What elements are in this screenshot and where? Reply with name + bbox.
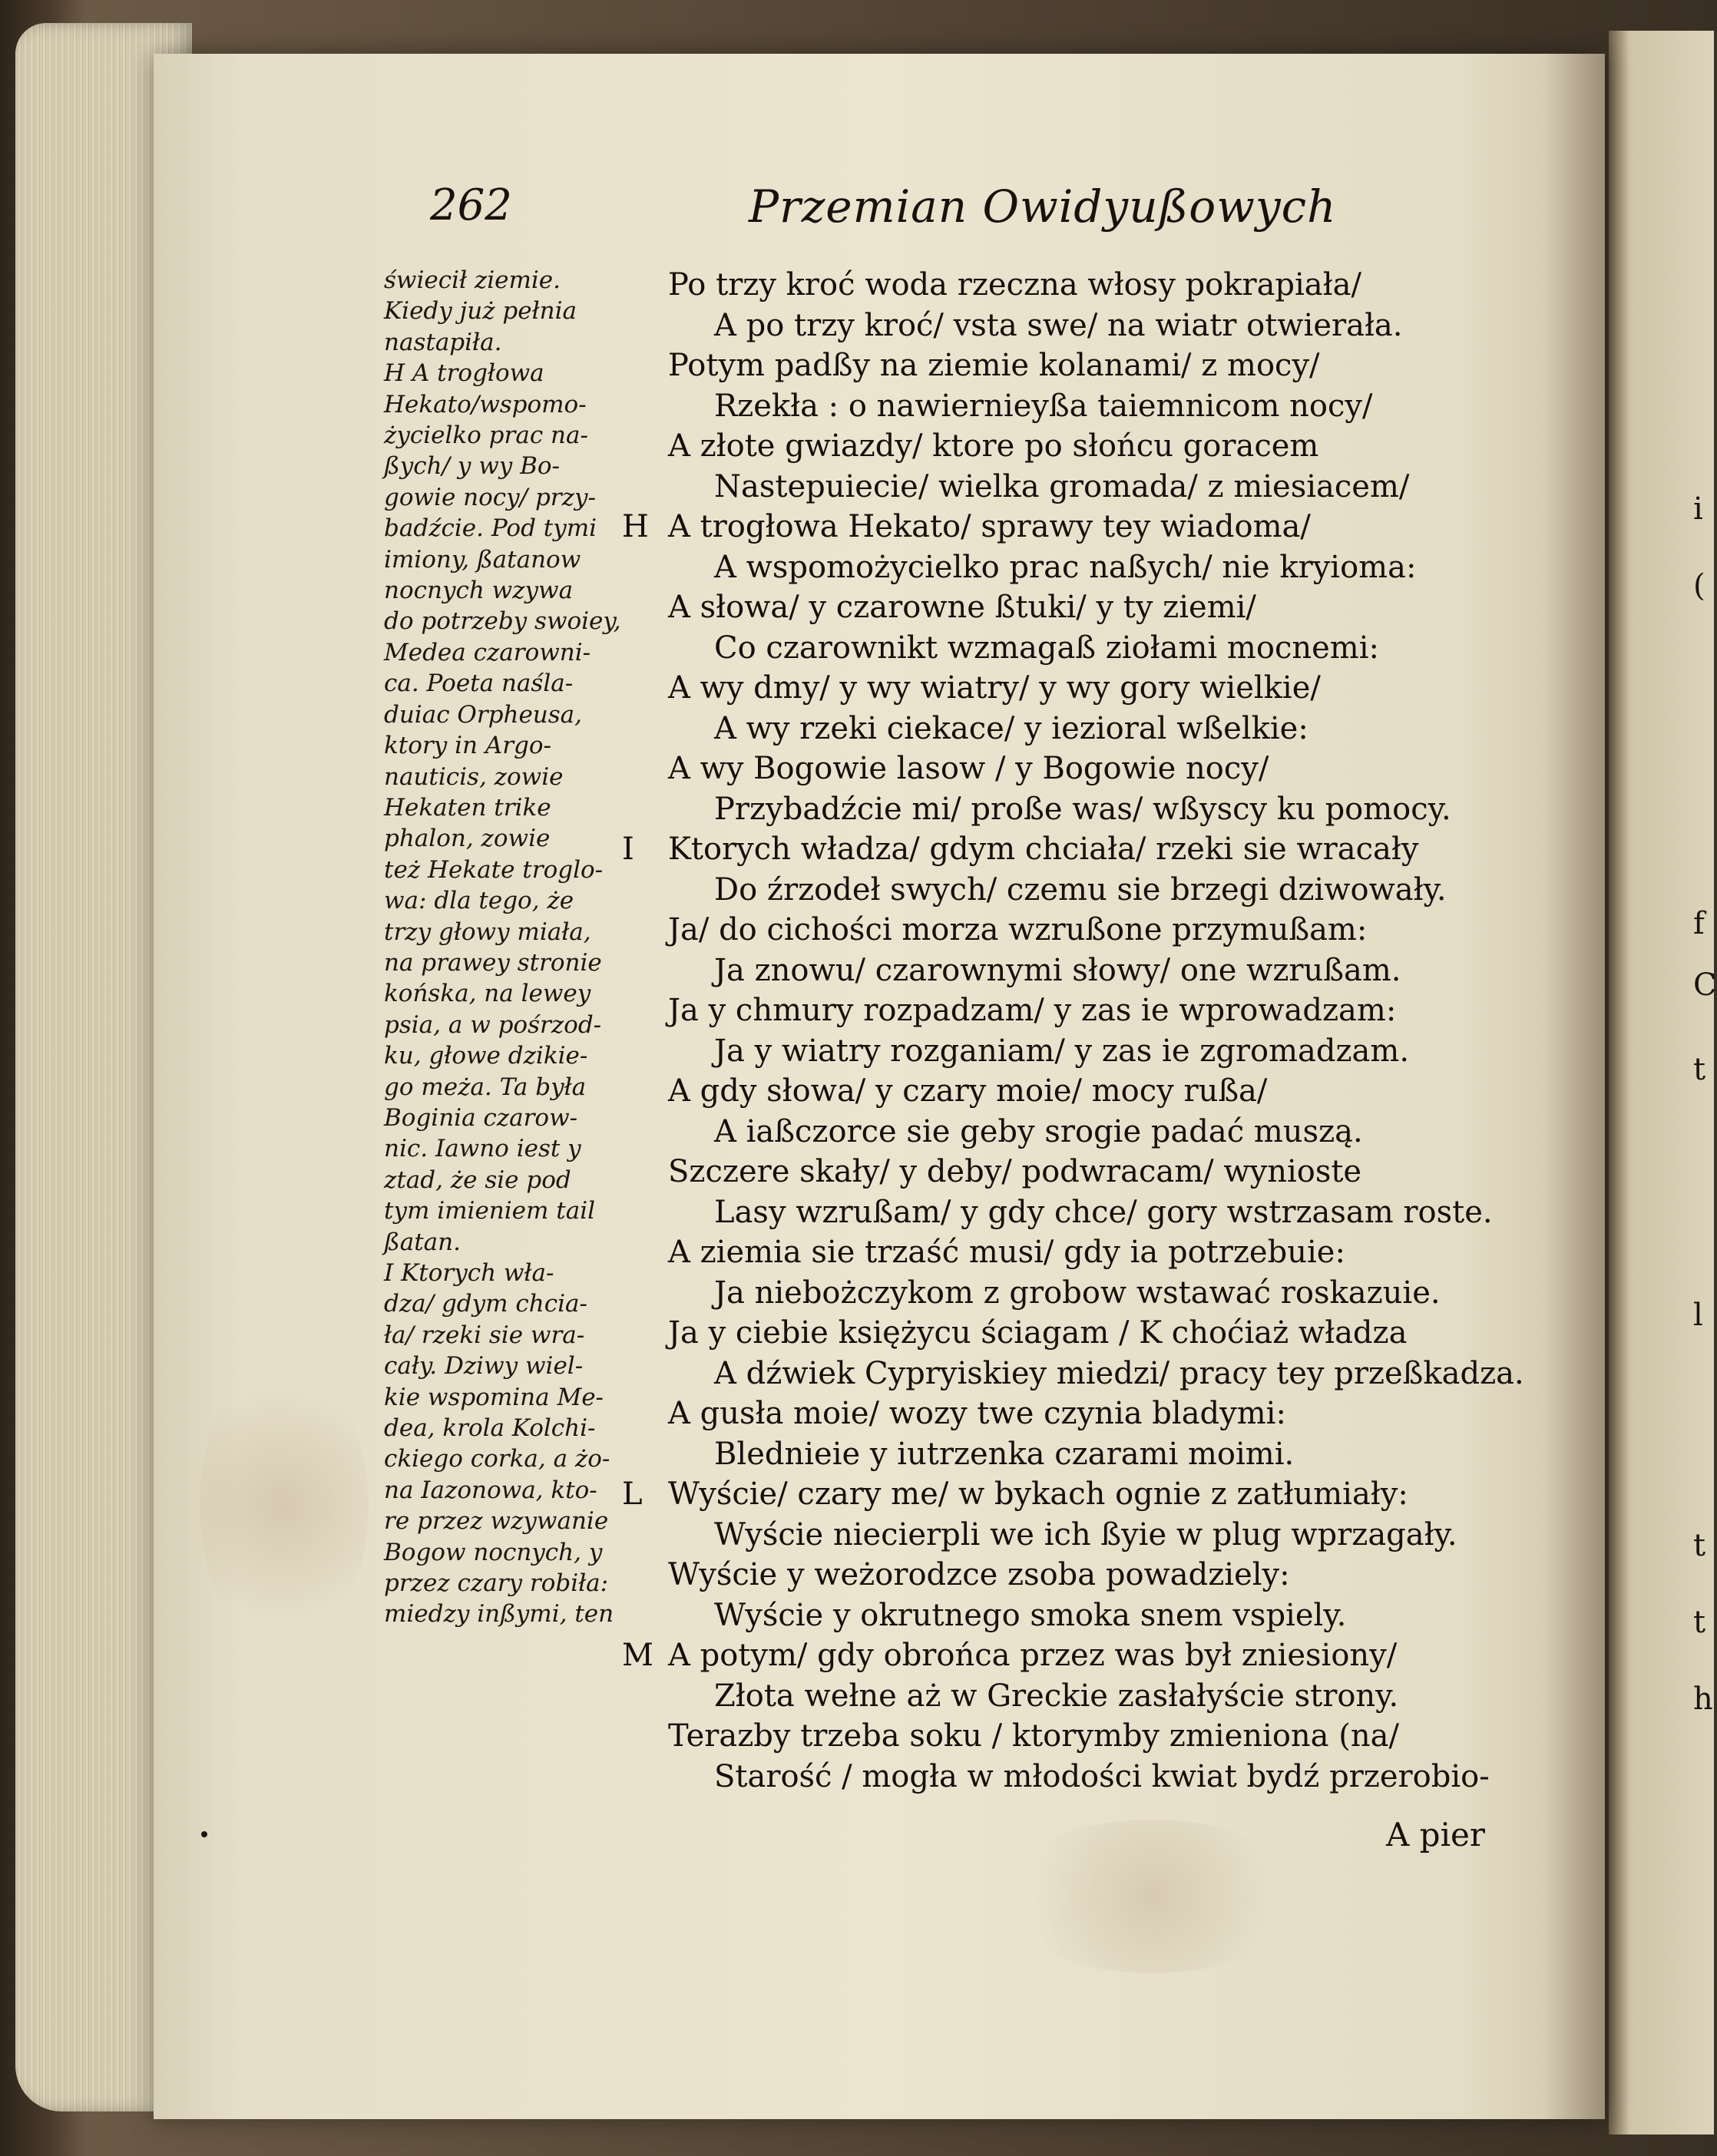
margin-note-line: ku, głowe dzikie- (384, 1042, 588, 1070)
verse-line (622, 1596, 1528, 1636)
verse-text: Ktorych władza/ gdym chciała/ rzeki sie wracały (668, 832, 1419, 867)
verse-line (622, 749, 1528, 789)
verse-text: A iaßczorce sie geby srogie padać muszą. (714, 1113, 1363, 1149)
verse-text: Szczere skały/ y deby/ podwracam/ wynioste (668, 1154, 1362, 1189)
margin-note-line: świecił ziemie. (384, 266, 561, 294)
margin-note-line: psia, a w pośrzod- (384, 1010, 602, 1039)
margin-note-line: trzy głowy miała, (384, 918, 591, 946)
verse-line (622, 587, 1528, 628)
verse-line (622, 628, 1528, 669)
facing-page-sliver (1609, 31, 1717, 2135)
verse-line (622, 1192, 1528, 1233)
facing-page-glyph: t (1693, 1052, 1706, 1087)
margin-note-line: dea, krola Kolchi- (384, 1414, 596, 1443)
margin-note-line: ßatan. (384, 1228, 461, 1256)
margin-note-line: Hekato/wspomo- (384, 390, 587, 418)
verse-text: A złote gwiazdy/ ktore po słońcu goracem (668, 428, 1319, 464)
verse-line (622, 870, 1528, 911)
margin-note-line: nauticis, zowie (384, 762, 564, 791)
margin-note-line: tym imieniem tail (384, 1197, 596, 1225)
margin-note-line: wa: dla tego, że (384, 887, 574, 915)
verse-text: A po trzy kroć/ vsta swe/ na wiatr otwierała. (714, 307, 1403, 343)
facing-page-glyph: t (1693, 1528, 1706, 1563)
margin-note-line: phalon, zowie (384, 825, 551, 853)
verse-text: A wy Bogowie lasow / y Bogowie nocy/ (668, 751, 1269, 786)
verse-line (622, 1474, 1528, 1515)
verse-text: Wyście/ czary me/ w bykach ognie z zatłumiały: (668, 1476, 1408, 1512)
verse-text: A wy dmy/ y wy wiatry/ y wy gory wielkie/ (668, 670, 1321, 706)
facing-page-glyph: i (1693, 491, 1703, 527)
catchword: A pier (1386, 1816, 1485, 1853)
verse-line (622, 426, 1528, 467)
verse-line (622, 547, 1528, 588)
verse-line (622, 1434, 1528, 1475)
margin-note-line: imiony, ßatanow (384, 545, 581, 574)
page-number: 262 (430, 180, 512, 230)
verse-line (622, 265, 1528, 306)
verse-text: Przybadźcie mi/ proße was/ wßyscy ku pomocy. (714, 791, 1451, 827)
note-reference-marker: L (622, 1476, 643, 1512)
margin-note-line: życielko prac na- (384, 422, 588, 450)
verse-text: A gusła moie/ wozy twe czynia bladymi: (668, 1396, 1286, 1431)
margin-note-line: ca. Poeta naśla- (384, 670, 574, 698)
verse-text: Do źrzodeł swych/ czemu sie brzegi dziwowały. (714, 871, 1447, 908)
margin-note-line: duiac Orpheusa, (384, 700, 583, 729)
note-reference-marker: I (622, 832, 634, 867)
verse-line (622, 910, 1528, 951)
verse-text: A gdy słowa/ y czary moie/ mocy rußa/ (668, 1073, 1268, 1109)
verse-text: A ziemia sie trzaść musi/ gdy ia potrzebuie: (668, 1235, 1345, 1270)
margin-note-line: też Hekate troglo- (384, 855, 604, 884)
facing-page-glyph: t (1693, 1605, 1706, 1640)
marginal-notes (384, 265, 621, 1630)
verse-text: Wyście y weżorodzce zsoba powadziely: (668, 1557, 1290, 1592)
margin-note-line: badźcie. Pod tymi (384, 514, 597, 543)
paper-stain (998, 1820, 1305, 1973)
verse-text: Blednieie y iutrzenka czarami moimi. (714, 1436, 1295, 1472)
verse-text: Nastepuiecie/ wielka gromada/ z miesiacem/ (714, 468, 1410, 504)
verse-text: A trogłowa Hekato/ sprawy tey wiadoma/ (668, 509, 1311, 544)
ink-speck (201, 1831, 207, 1837)
verse-line (622, 507, 1528, 547)
verse-line (622, 668, 1528, 709)
verse-text: Starość / mogła w młodości kwiat bydź przerobio- (714, 1758, 1490, 1794)
verse-text: Ja y ciebie księżycu ściagam / K choćiaż władza (668, 1315, 1408, 1351)
facing-page-glyph: ( (1693, 568, 1705, 603)
verse-line (622, 829, 1528, 870)
verse-line (622, 1354, 1528, 1394)
margin-note-line: ztad, że sie pod (384, 1166, 571, 1194)
verse-line (622, 951, 1528, 991)
margin-note-line: ckiego corka, a żo- (384, 1445, 610, 1473)
verse-text: Ja y wiatry rozganiam/ y zas ie zgromadzam. (714, 1033, 1410, 1069)
verse-line (622, 346, 1528, 386)
verse-line (622, 990, 1528, 1031)
verse-line (622, 1313, 1528, 1354)
running-title: Przemian Owidyußowych (749, 180, 1337, 233)
margin-note-line: ła/ rzeki sie wra- (384, 1321, 585, 1349)
verse-text: Po trzy kroć woda rzeczna włosy pokrapiała/ (668, 267, 1361, 303)
margin-note-line: nastapiła. (384, 328, 502, 356)
page-gutter-shadow (1543, 54, 1605, 2119)
verse-column (622, 265, 1528, 1797)
verse-text: Wyście niecierpli we ich ßyie w plug wprzagały. (714, 1516, 1457, 1553)
verse-line (622, 1555, 1528, 1596)
facing-page-glyph: l (1693, 1298, 1703, 1333)
verse-text: Złota wełne aż w Greckie zasłałyście strony. (714, 1678, 1399, 1714)
margin-note-line: na prawey stronie (384, 948, 602, 977)
verse-text: Rzekła : o nawiernieyßa taiemnicom nocy/ (714, 388, 1373, 424)
verse-line (622, 467, 1528, 508)
margin-note-line: na Iazonowa, kto- (384, 1476, 597, 1504)
verse-text: Potym padßy na ziemie kolanami/ z mocy/ (668, 348, 1320, 383)
verse-line (622, 1515, 1528, 1556)
margin-note-line: dza/ gdym chcia- (384, 1290, 587, 1318)
margin-note-line: H A trogłowa (384, 359, 544, 388)
verse-line (622, 386, 1528, 427)
verse-line (622, 1152, 1528, 1192)
verse-text: Ja niebożczykom z grobow wstawać roskazuie. (714, 1275, 1441, 1311)
verse-line (622, 1676, 1528, 1717)
margin-note-line: kie wspomina Me- (384, 1383, 604, 1411)
verse-text: Co czarownikt wzmagaß ziołami mocnemi: (714, 630, 1379, 666)
note-reference-marker: M (622, 1638, 653, 1673)
verse-line (622, 306, 1528, 346)
verse-line (622, 1635, 1528, 1676)
verse-text: Wyście y okrutnego smoka snem vspiely. (714, 1597, 1347, 1633)
facing-page-glyph: h (1693, 1681, 1713, 1717)
verse-text: A potym/ gdy obrońca przez was był zniesiony/ (668, 1638, 1398, 1673)
margin-note-line: ßych/ y wy Bo- (384, 452, 561, 481)
verse-line (622, 789, 1528, 830)
margin-note-line: ktory in Argo- (384, 732, 552, 760)
verse-line (622, 1273, 1528, 1314)
verse-text: A wy rzeki ciekace/ y iezioral wßelkie: (714, 710, 1308, 746)
verse-text: Ja znowu/ czarownymi słowy/ one wzrußam. (714, 952, 1401, 988)
margin-note-line: Kiedy już pełnia (384, 297, 577, 326)
verse-text: A wspomożycielko prac naßych/ nie kryioma: (714, 549, 1417, 585)
margin-note-line: Medea czarowni- (384, 638, 591, 666)
verse-text: Ja/ do cichości morza wzrußone przymußam: (668, 912, 1368, 947)
margin-note-line: przez czary robiła: (384, 1569, 609, 1598)
margin-note-line: go meża. Ta była (384, 1073, 587, 1101)
facing-page-glyph: C (1693, 967, 1717, 1003)
margin-note-line: Hekaten trike (384, 793, 551, 822)
verse-line (622, 1394, 1528, 1434)
verse-line (622, 709, 1528, 749)
margin-note-line: gowie nocy/ przy- (384, 483, 596, 511)
verse-text: A słowa/ y czarowne ßtuki/ y ty ziemi/ (668, 590, 1256, 625)
verse-text: A dźwiek Cypryiskiey miedzi/ pracy tey przeßkadza. (714, 1355, 1524, 1391)
margin-note-line: cały. Dziwy wiel- (384, 1352, 584, 1381)
margin-note-line: Boginia czarow- (384, 1103, 578, 1132)
margin-note-line: nic. Iawno iest y (384, 1135, 581, 1163)
margin-note-line: miedzy inßymi, ten (384, 1600, 614, 1629)
verse-line (622, 1031, 1528, 1072)
note-reference-marker: H (622, 509, 649, 544)
verse-line (622, 1757, 1528, 1797)
margin-note-line: do potrzeby swoiey, (384, 607, 621, 636)
verse-line (622, 1232, 1528, 1273)
paper-stain (200, 1359, 369, 1651)
verse-line (622, 1716, 1528, 1757)
verse-text: Terazby trzeba soku / ktorymby zmieniona (na/ (668, 1718, 1399, 1754)
margin-note-line: re przez wzywanie (384, 1507, 609, 1536)
margin-note-line: nocnych wzywa (384, 577, 574, 605)
verse-line (622, 1112, 1528, 1152)
verse-text: Ja y chmury rozpadzam/ y zas ie wprowadzam: (668, 993, 1397, 1028)
verse-text: Lasy wzrußam/ y gdy chce/ gory wstrzasam roste. (714, 1194, 1493, 1230)
facing-page-glyph: f (1693, 906, 1705, 941)
margin-note-line: I Ktorych wła- (384, 1259, 554, 1287)
verse-line (622, 1071, 1528, 1112)
margin-note-line: końska, na lewey (384, 980, 591, 1008)
margin-note-line: Bogow nocnych, y (384, 1538, 603, 1566)
